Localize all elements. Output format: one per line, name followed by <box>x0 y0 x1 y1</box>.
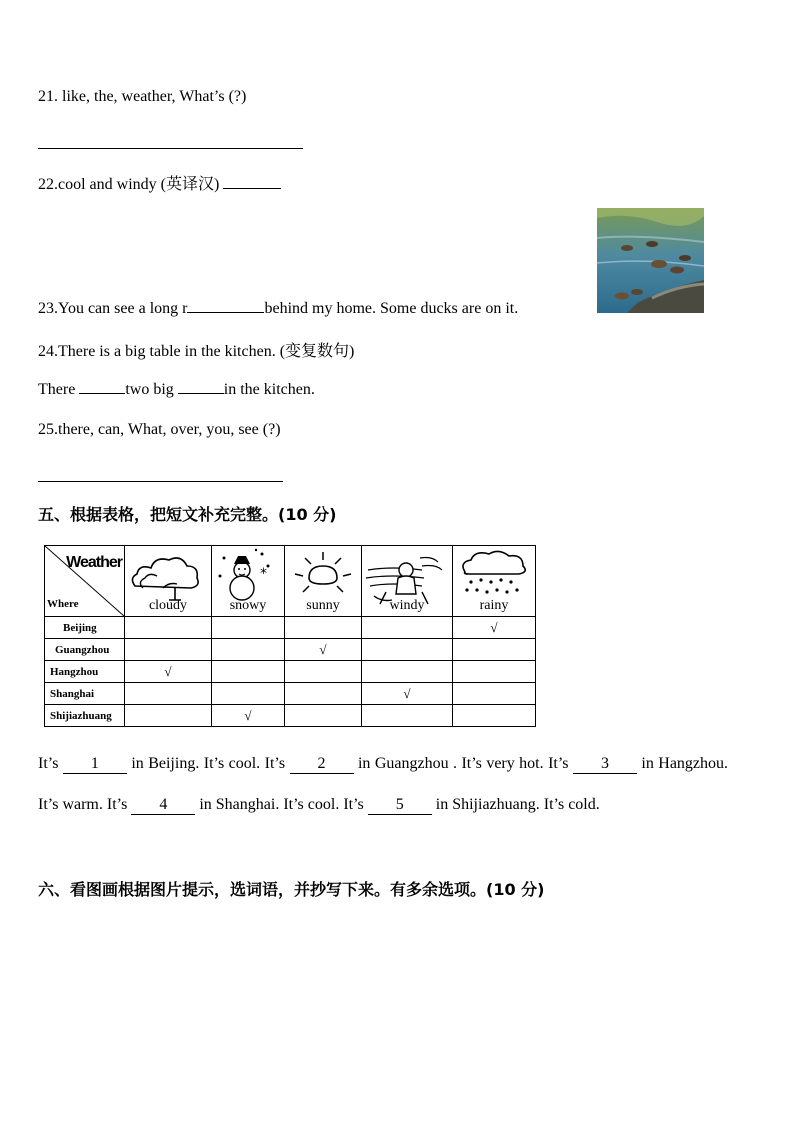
table-corner-cell <box>45 546 125 617</box>
cell-beijing-windy <box>362 617 453 639</box>
answer-blank-24a[interactable] <box>79 379 125 394</box>
cell-beijing-cloudy <box>125 617 212 639</box>
question-24: 24.There is a big table in the kitchen. (变复数句) <box>38 343 355 360</box>
header-where: Where <box>47 598 79 610</box>
city-shijiazhuang: Shijiazhuang <box>45 705 125 727</box>
cell-hangzhou-windy <box>362 661 453 683</box>
question-23-after: behind my home. Some ducks are on it. <box>264 300 519 317</box>
question-23-before: 23.You can see a long r <box>38 300 188 317</box>
cell-hangzhou-rainy <box>453 661 536 683</box>
para-text-6: in Shijiazhuang. It’s cold. <box>435 796 600 813</box>
weather-table <box>44 545 536 727</box>
question-22-text: 22.cool and windy (英译汉) <box>38 176 220 193</box>
answer-blank-24b[interactable] <box>178 379 224 394</box>
blank-3[interactable]: 3 <box>573 755 637 774</box>
table-row <box>45 617 536 639</box>
column-cloudy <box>125 546 212 617</box>
cell-beijing-rainy: √ <box>453 617 536 639</box>
cell-shanghai-snowy <box>212 683 285 705</box>
answer-line-25[interactable] <box>38 481 283 482</box>
para-text-5: in Shanghai. It’s cool. It’s <box>199 796 364 813</box>
svg-text:*: * <box>260 566 267 582</box>
column-windy <box>362 546 453 617</box>
para-text-2: in Beijing. It’s cool. It’s <box>131 755 286 772</box>
question-24-answer <box>38 379 315 399</box>
snowman-icon <box>212 546 284 602</box>
city-beijing: Beijing <box>45 617 125 639</box>
label-windy: windy <box>389 598 425 613</box>
q24b-part1: There <box>38 381 76 398</box>
cell-shijiazhuang-sunny <box>285 705 362 727</box>
question-23 <box>38 298 518 318</box>
label-rainy: rainy <box>479 598 509 613</box>
cell-shijiazhuang-snowy: √ <box>212 705 285 727</box>
fill-in-paragraph <box>38 743 728 825</box>
column-sunny <box>285 546 362 617</box>
question-21: 21. like, the, weather, What’s (?) <box>38 88 247 105</box>
cell-hangzhou-snowy <box>212 661 285 683</box>
q24b-part3: in the kitchen. <box>223 381 315 398</box>
cell-shijiazhuang-rainy <box>453 705 536 727</box>
para-text-3: in Guangzhou . It’s very hot. It’s <box>357 755 569 772</box>
cell-beijing-snowy <box>212 617 285 639</box>
cell-guangzhou-sunny: √ <box>285 639 362 661</box>
question-25: 25.there, can, What, over, you, see (?) <box>38 421 281 438</box>
header-weather: Weather <box>66 554 122 571</box>
cell-beijing-sunny <box>285 617 362 639</box>
cell-hangzhou-sunny <box>285 661 362 683</box>
cell-shijiazhuang-cloudy <box>125 705 212 727</box>
label-snowy: snowy <box>229 598 267 613</box>
answer-line-21[interactable] <box>38 148 303 149</box>
para-text-1: It’s <box>38 755 59 772</box>
cell-shanghai-cloudy <box>125 683 212 705</box>
blank-4[interactable]: 4 <box>131 796 195 815</box>
section-6-heading: 六、看图画根据图片提示，选词语，并抄写下来。有多余选项。(10 分) <box>38 880 545 899</box>
cell-shanghai-windy: √ <box>362 683 453 705</box>
cell-guangzhou-rainy <box>453 639 536 661</box>
label-sunny: sunny <box>306 598 340 613</box>
blank-1[interactable]: 1 <box>63 755 127 774</box>
blank-5[interactable]: 5 <box>368 796 432 815</box>
cell-guangzhou-windy <box>362 639 453 661</box>
ducks-on-river-photo <box>597 208 704 313</box>
table-row <box>45 661 536 683</box>
cloudy-icon <box>125 548 211 602</box>
cell-guangzhou-cloudy <box>125 639 212 661</box>
table-row <box>45 705 536 727</box>
cell-guangzhou-snowy <box>212 639 285 661</box>
column-rainy <box>453 546 536 617</box>
section-5-heading: 五、根据表格，把短文补充完整。(10 分) <box>38 505 337 524</box>
rain-cloud-icon <box>453 548 535 602</box>
column-snowy <box>212 546 285 617</box>
question-22 <box>38 171 281 194</box>
city-shanghai: Shanghai <box>45 683 125 705</box>
answer-blank-22[interactable] <box>223 174 281 189</box>
city-hangzhou: Hangzhou <box>45 661 125 683</box>
para-text-4: in Hangzhou. It’s warm. It’s <box>38 755 729 813</box>
cell-shanghai-sunny <box>285 683 362 705</box>
cell-hangzhou-cloudy: √ <box>125 661 212 683</box>
label-cloudy: cloudy <box>148 598 188 613</box>
blank-2[interactable]: 2 <box>290 755 354 774</box>
cell-shanghai-rainy <box>453 683 536 705</box>
city-guangzhou: Guangzhou <box>45 639 125 661</box>
answer-blank-23[interactable] <box>187 298 264 313</box>
q24b-part2: two big <box>125 381 174 398</box>
sun-icon <box>285 548 361 602</box>
table-row <box>45 683 536 705</box>
cell-shijiazhuang-windy <box>362 705 453 727</box>
table-row <box>45 639 536 661</box>
